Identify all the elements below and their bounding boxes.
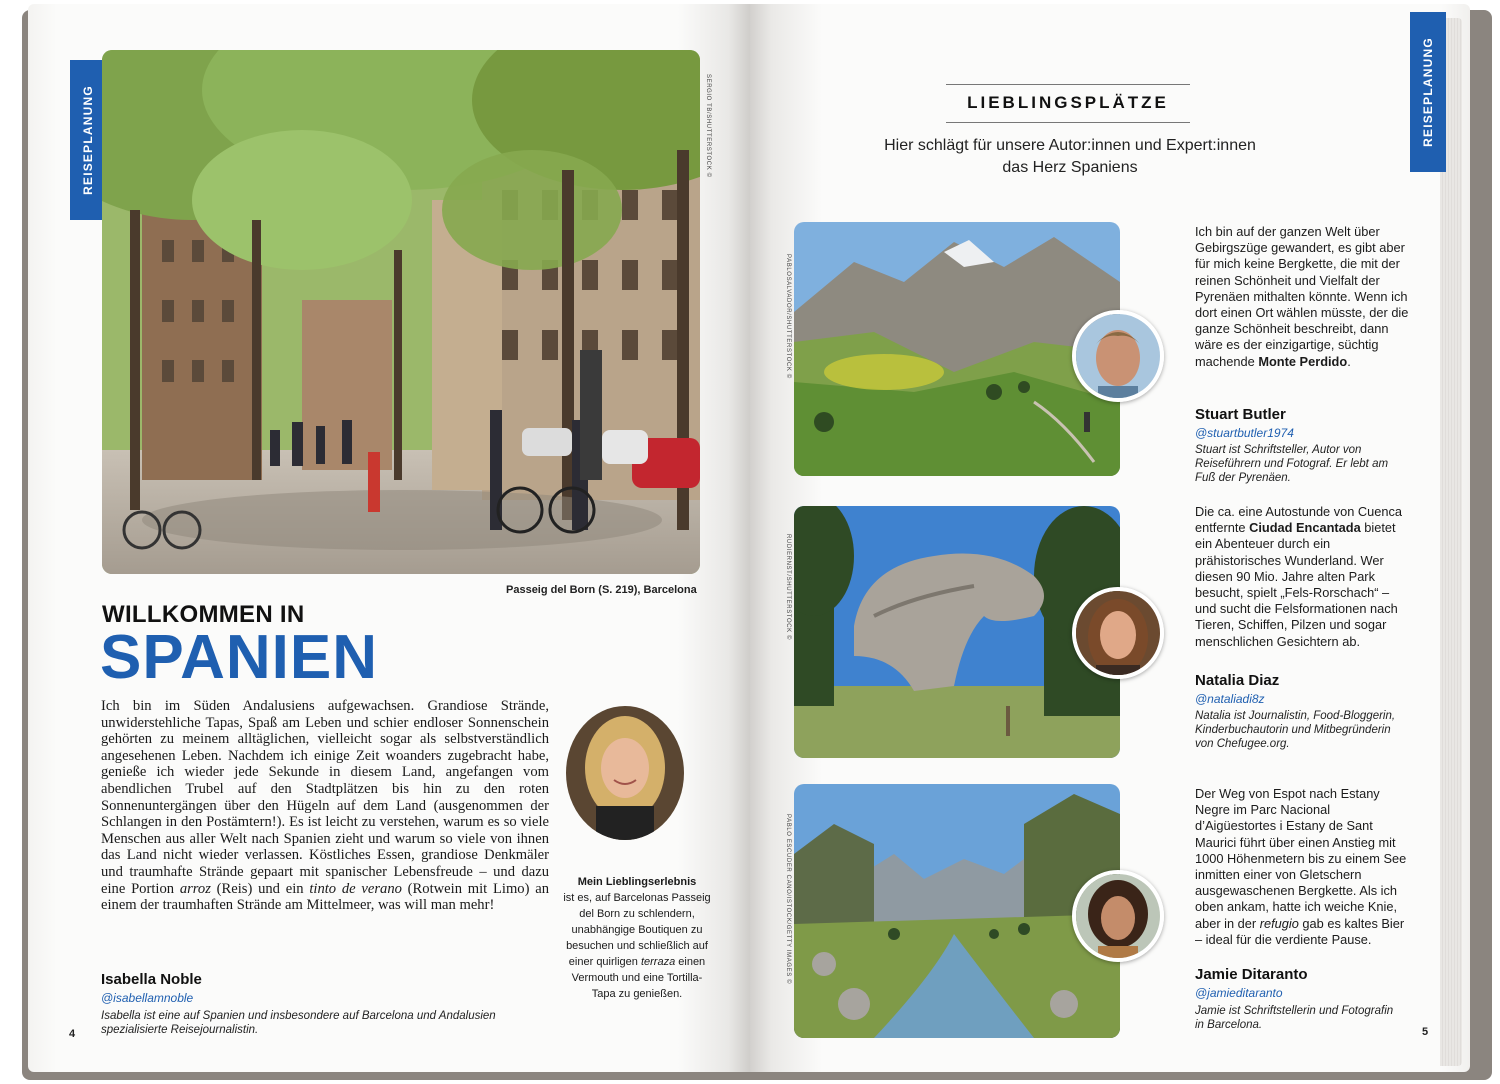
photo-caption: Passeig del Born (S. 219), Barcelona <box>506 584 697 596</box>
aiguestortes-photo <box>794 784 1120 1038</box>
page-number-right: 5 <box>1422 1026 1429 1038</box>
right-page <box>750 4 1470 1072</box>
section-tab-label: REISEPLANUNG <box>1421 37 1435 147</box>
author-portrait <box>1072 310 1164 402</box>
author-portrait <box>1072 870 1164 962</box>
author-bio: Isabella ist eine auf Spanien und insbesondere auf Barcelona und Andalusien spezialisierte Reisejournalistin. <box>101 1010 496 1036</box>
spot-text: Die ca. eine Autostunde von Cuenca entfernte Ciudad Encantada bietet ein Abenteuer durch ein prähistorisches Wunderland. Wer diesen 90 Mio. Jahre alten Park besucht, spielt „Fels-Rorschach“ – und sucht die Felsformationen nach Tieren, Schiffen, Pilzen und sogar menschlichen Gesichtern ab. <box>1195 504 1403 649</box>
section-tab-label: REISEPLANUNG <box>81 85 95 195</box>
intro-text: Ich bin im Süden Andalusiens aufgewachsen. Grandiose Strände, unwiderstehliche Tapas, Spaß am Leben und schier endloser Sonnenschein gehörten zu meinem alltäglichen, vielleicht sogar als selbstverständlich angesehenen Leben. Nachdem ich einige Zeit woanders zugebracht habe, genieße ich wieder jede Sekunde in diesem Land, angefangen vom abendlichen Trubel auf den Stadtplätzen bis hin zu den roten Sonnenuntergängen über den Hügeln auf dem Land (ausgenommen der Schlangen in den Postämtern!). Es ist leicht zu verstehen, warum es so viele Menschen aus aller Welt nach Spanien zieht und warum so viele von ihnen das Land nicht wieder verlassen. Köstliches Essen, grandiose Denkmäler und traumhafte Strände gepaart mit spanischer Lebensfreude – und dazu eine Portion arroz (Reis) und ein tinto de verano (Rotwein mit Limo) an einem der traumhaften Strände am Mittelmeer, was will man mehr! <box>101 698 549 914</box>
barcelona-street-photo <box>102 50 700 574</box>
spot-text: Der Weg von Espot nach Estany Negre im Parc Nacional d’Aigüestortes i Estany de Sant Maurici führt über einen Anstieg mit 1000 Höhenmetern bis zu einem See inmitten einer von Gletschern ausgewaschenen Bergkette. Als ich oben ankam, hatte ich weiche Knie, aber in der refugio gab es kaltes Bier – ideal für die verdiente Pause. <box>1195 786 1407 947</box>
favourite-experience: Mein Lieblingserlebnis ist es, auf Barcelonas Passeig del Born zu schlendern, unabhängige Boutiquen zu besuchen und schließlich auf einer quirligen terraza einen Vermouth und eine Tortilla-Tapa zu genießen. <box>563 876 711 1000</box>
author-bio: Stuart ist Schriftsteller, Autor von Reiseführern und Fotograf. Er lebt am Fuß der Pyrenäen. <box>1195 444 1389 484</box>
pyrenees-photo <box>794 222 1120 476</box>
author-bio: Jamie ist Schriftstellerin und Fotografin in Barcelona. <box>1195 1005 1394 1031</box>
photo-credit: RUDIERNST/SHUTTERSTOCK © <box>785 534 791 641</box>
page-edge <box>1440 18 1462 1066</box>
favourites-title: LIEBLINGSPLÄTZE <box>967 93 1169 112</box>
author-bio: Natalia ist Journalistin, Food-Bloggerin, Kinderbuchautorin und Mitbegründerin von Chefugee.org. <box>1195 710 1396 750</box>
section-tab-left[interactable] <box>70 60 106 220</box>
author-handle[interactable]: @isabellamnoble <box>101 991 194 1005</box>
author-handle[interactable]: @jamieditaranto <box>1195 986 1283 1000</box>
title-rule-bottom <box>946 122 1190 123</box>
author-handle[interactable]: @nataliadi8z <box>1195 692 1265 706</box>
author-name: Stuart Butler <box>1195 406 1286 423</box>
author-name: Natalia Diaz <box>1195 672 1280 689</box>
favourites-subtitle: Hier schlägt für unsere Autor:innen und Expert:innen das Herz Spaniens <box>884 137 1256 176</box>
welcome-heading: WILLKOMMEN IN <box>102 601 305 628</box>
country-title: SPANIEN <box>100 623 379 692</box>
section-tab-right[interactable] <box>1410 12 1446 172</box>
left-page <box>28 4 750 1072</box>
favourite-heading: Mein Lieblingserlebnis <box>577 876 697 888</box>
page-number-left: 4 <box>69 1028 76 1040</box>
photo-credit: PABLOSALVADOR/SHUTTERSTOCK © <box>785 254 791 379</box>
photo-credit: PABLO ESCUDER CANO/ISTOCK/GETTY IMAGES © <box>785 814 791 985</box>
spot-text: Ich bin auf der ganzen Welt über Gebirgszüge gewandert, es gibt aber für mich keine Bergkette, die mit der reinen Schönheit und Vielfalt der Pyrenäen mithalten könnte. Wenn ich dort einen Ort wählen müsste, der die ganze Schönheit beschreibt, dann wäre es der einzigartige, süchtig machende Monte Perdido. <box>1195 224 1409 369</box>
author-name: Jamie Ditaranto <box>1195 966 1308 983</box>
author-handle[interactable]: @stuartbutler1974 <box>1195 426 1294 440</box>
title-rule-top <box>946 84 1190 85</box>
author-portrait <box>566 706 684 840</box>
photo-credit: SERGIO TB/SHUTTERSTOCK © <box>705 74 711 178</box>
author-portrait <box>1072 587 1164 679</box>
author-name: Isabella Noble <box>101 971 202 988</box>
